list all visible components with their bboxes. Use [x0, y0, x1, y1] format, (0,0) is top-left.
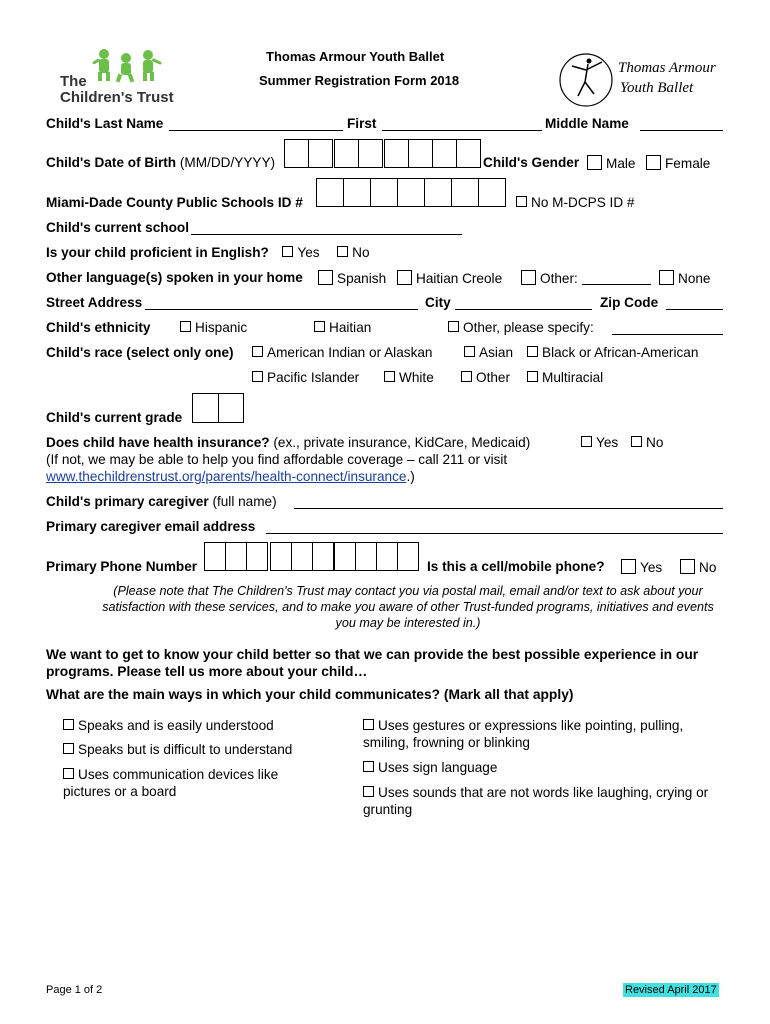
dob-year-boxes[interactable]: [384, 139, 481, 166]
white-label: White: [399, 370, 434, 385]
street-field[interactable]: [145, 295, 418, 310]
insurance-no-option[interactable]: [631, 435, 663, 450]
english-yes-label: Yes: [297, 245, 320, 260]
mdcps-label: Miami-Dade County Public Schools ID #: [46, 195, 303, 210]
multiracial-checkbox[interactable]: [527, 371, 538, 382]
asian-label: Asian: [479, 345, 514, 360]
comm-option-devices[interactable]: [63, 766, 313, 800]
male-label: Male: [606, 156, 636, 171]
spanish-label: Spanish: [337, 271, 387, 286]
hispanic-checkbox[interactable]: [180, 321, 191, 332]
american-indian-label: American Indian or Alaskan: [267, 345, 433, 360]
speaks-difficult-checkbox[interactable]: [63, 743, 74, 754]
sign-language-checkbox[interactable]: [363, 761, 374, 772]
other-language-label: Other language(s) spoken in your home: [46, 270, 303, 285]
zip-field[interactable]: [666, 295, 723, 310]
tayb-logo-line-2: Youth Ballet: [620, 80, 694, 96]
no-mdcps-checkbox[interactable]: [516, 196, 527, 207]
dob-label: Child's Date of Birth: [46, 155, 177, 170]
insurance-row: [46, 435, 530, 450]
american-indian-checkbox[interactable]: [252, 346, 263, 357]
no-mdcps-option[interactable]: [516, 195, 634, 210]
lang-haitian-option[interactable]: [397, 270, 502, 286]
insurance-label: Does child have health insurance?: [46, 435, 270, 450]
dob-format: (MM/DD/YYYY): [179, 155, 276, 170]
middle-name-field[interactable]: [640, 116, 723, 131]
caregiver-label: Child's primary caregiver: [46, 494, 209, 509]
eth-hispanic-option[interactable]: [180, 320, 247, 335]
tayb-logo: [558, 52, 728, 110]
male-checkbox[interactable]: [587, 155, 602, 170]
city-field[interactable]: [455, 295, 592, 310]
section-intro: We want to get to know your child better so that we can provide the best possible experience in our programs. Please tell us more about your child…: [46, 647, 699, 679]
phone-line-boxes[interactable]: [334, 542, 419, 569]
eth-other-field[interactable]: [612, 320, 723, 335]
insurance-yes-option[interactable]: [581, 435, 618, 450]
insurance-no-checkbox[interactable]: [631, 436, 642, 447]
lang-none-option[interactable]: [659, 270, 711, 286]
dob-day-boxes[interactable]: [334, 139, 383, 166]
hispanic-label: Hispanic: [195, 320, 248, 335]
female-label: Female: [665, 156, 711, 171]
ethnicity-label: Child's ethnicity: [46, 320, 151, 335]
last-name-field[interactable]: [169, 116, 343, 131]
caregiver-row: [46, 494, 277, 509]
haitian-creole-checkbox[interactable]: [397, 270, 412, 285]
speaks-difficult-label: Speaks but is difficult to understand: [78, 742, 293, 757]
cell-yes-option[interactable]: [621, 559, 662, 575]
caregiver-email-label: Primary caregiver email address: [46, 519, 256, 534]
gender-female-option[interactable]: [646, 155, 710, 171]
speaks-understood-label: Speaks and is easily understood: [78, 718, 274, 733]
race-white-option[interactable]: [384, 370, 434, 385]
asian-checkbox[interactable]: [464, 346, 475, 357]
comm-option-sounds[interactable]: [363, 784, 713, 818]
race-other-option[interactable]: [461, 370, 510, 385]
cell-yes-checkbox[interactable]: [621, 559, 636, 574]
female-checkbox[interactable]: [646, 155, 661, 170]
eth-other-option[interactable]: [448, 320, 594, 335]
english-yes-checkbox[interactable]: [282, 246, 293, 257]
insurance-no-label: No: [646, 435, 664, 450]
revised-date: Revised April 2017: [625, 984, 717, 996]
sounds-checkbox[interactable]: [363, 786, 374, 797]
gender-label: Child's Gender: [483, 155, 580, 170]
eth-other-label: Other, please specify:: [463, 320, 594, 335]
insurance-link-row: [46, 469, 415, 484]
form-subtitle: Summer Registration Form 2018: [259, 73, 460, 88]
lang-spanish-option[interactable]: [318, 270, 386, 286]
city-label: City: [425, 295, 451, 310]
english-no-option[interactable]: [337, 245, 369, 260]
cell-label: Is this a cell/mobile phone?: [427, 559, 605, 574]
childrens-trust-wordmark: [60, 74, 174, 106]
pacific-islander-label: Pacific Islander: [267, 370, 360, 385]
first-name-field[interactable]: [382, 116, 542, 131]
english-row: [46, 245, 370, 260]
gestures-label: Uses gestures or expressions like pointing, pulling, smiling, frowning or blinking: [363, 718, 684, 750]
sign-language-label: Uses sign language: [378, 760, 498, 775]
gestures-checkbox[interactable]: [363, 719, 374, 730]
grade-boxes[interactable]: [192, 393, 244, 421]
cell-yes-label: Yes: [640, 560, 663, 575]
comm-option-gestures[interactable]: [363, 717, 713, 751]
race-black-option[interactable]: [527, 345, 698, 360]
grade-label: Child's current grade: [46, 410, 183, 425]
eth-other-checkbox[interactable]: [448, 321, 459, 332]
phone-label: Primary Phone Number: [46, 559, 198, 574]
first-name-label: First: [347, 116, 377, 131]
insurance-link-end: .): [406, 469, 415, 484]
logo-line-2: Children's Trust: [60, 89, 174, 106]
lang-none-checkbox[interactable]: [659, 270, 674, 285]
haitian-label: Haitian: [329, 320, 372, 335]
haitian-checkbox[interactable]: [314, 321, 325, 332]
black-label: Black or African-American: [542, 345, 699, 360]
street-label: Street Address: [46, 295, 143, 310]
caregiver-hint: (full name): [212, 494, 277, 509]
page-number: Page 1 of 2: [46, 984, 103, 996]
form-title: Thomas Armour Youth Ballet: [266, 49, 445, 64]
speaks-understood-checkbox[interactable]: [63, 719, 74, 730]
eth-haitian-option[interactable]: [314, 320, 371, 335]
phone-area-boxes[interactable]: [204, 542, 268, 569]
caregiver-field[interactable]: [294, 494, 723, 509]
tayb-logo-line-1: Thomas Armour: [618, 60, 716, 76]
cell-no-label: No: [699, 560, 717, 575]
caregiver-email-field[interactable]: [266, 519, 723, 534]
lang-none-label: None: [678, 271, 711, 286]
school-field[interactable]: [191, 220, 462, 235]
comm-option-sign-language[interactable]: [363, 759, 713, 776]
race-multiracial-option[interactable]: [527, 370, 603, 385]
comm-option-speaks-understood[interactable]: [63, 717, 333, 734]
cell-no-checkbox[interactable]: [680, 559, 695, 574]
insurance-help-text: (If not, we may be able to help you find affordable coverage – call 211 or visit: [46, 452, 508, 467]
ballet-dancer-icon: [558, 52, 618, 110]
cell-no-option[interactable]: [680, 559, 716, 575]
race-label: Child's race (select only one): [46, 345, 234, 360]
lang-other-option[interactable]: [521, 270, 578, 286]
pacific-islander-checkbox[interactable]: [252, 371, 263, 382]
dob-row: [46, 155, 275, 170]
white-checkbox[interactable]: [384, 371, 395, 382]
haitian-creole-label: Haitian Creole: [416, 271, 503, 286]
contact-note: (Please note that The Children's Trust may contact you via postal mail, email and/or text to ask about your satisfaction with these services, and to make you aware of other Trust-funded programs, initiatives and events you may be interested in.): [102, 584, 714, 630]
black-checkbox[interactable]: [527, 346, 538, 357]
race-asian-option[interactable]: [464, 345, 513, 360]
spanish-checkbox[interactable]: [318, 270, 333, 285]
section-question: What are the main ways in which your child communicates? (Mark all that apply): [46, 687, 574, 702]
insurance-yes-label: Yes: [596, 435, 619, 450]
comm-option-speaks-difficult[interactable]: [63, 741, 333, 758]
race-pacific-islander-option[interactable]: [252, 370, 359, 385]
race-other-label: Other: [476, 370, 510, 385]
insurance-yes-checkbox[interactable]: [581, 436, 592, 447]
mdcps-id-boxes[interactable]: [316, 178, 506, 205]
lang-other-field[interactable]: [582, 270, 651, 285]
english-yes-option[interactable]: [282, 245, 319, 260]
devices-checkbox[interactable]: [63, 768, 74, 779]
middle-name-label: Middle Name: [545, 116, 629, 131]
devices-label: Uses communication devices like pictures or a board: [63, 767, 279, 799]
last-name-label: Child's Last Name: [46, 116, 164, 131]
multiracial-label: Multiracial: [542, 370, 604, 385]
dob-month-boxes[interactable]: [284, 139, 333, 166]
sounds-label: Uses sounds that are not words like laughing, crying or grunting: [363, 785, 709, 817]
school-label: Child's current school: [46, 220, 189, 235]
lang-other-label: Other:: [540, 271, 578, 286]
no-mdcps-label: No M-DCPS ID #: [531, 195, 635, 210]
insurance-link[interactable]: www.thechildrenstrust.org/parents/health-connect/insurance: [46, 469, 407, 484]
logo-line-1: The: [60, 73, 87, 90]
race-other-checkbox[interactable]: [461, 371, 472, 382]
lang-other-checkbox[interactable]: [521, 270, 536, 285]
race-american-indian-option[interactable]: [252, 345, 432, 360]
insurance-examples: (ex., private insurance, KidCare, Medicaid): [273, 435, 531, 450]
zip-label: Zip Code: [600, 295, 659, 310]
english-no-label: No: [352, 245, 370, 260]
phone-prefix-boxes[interactable]: [270, 542, 334, 569]
english-no-checkbox[interactable]: [337, 246, 348, 257]
english-label: Is your child proficient in English?: [46, 245, 269, 260]
gender-male-option[interactable]: [587, 155, 635, 171]
